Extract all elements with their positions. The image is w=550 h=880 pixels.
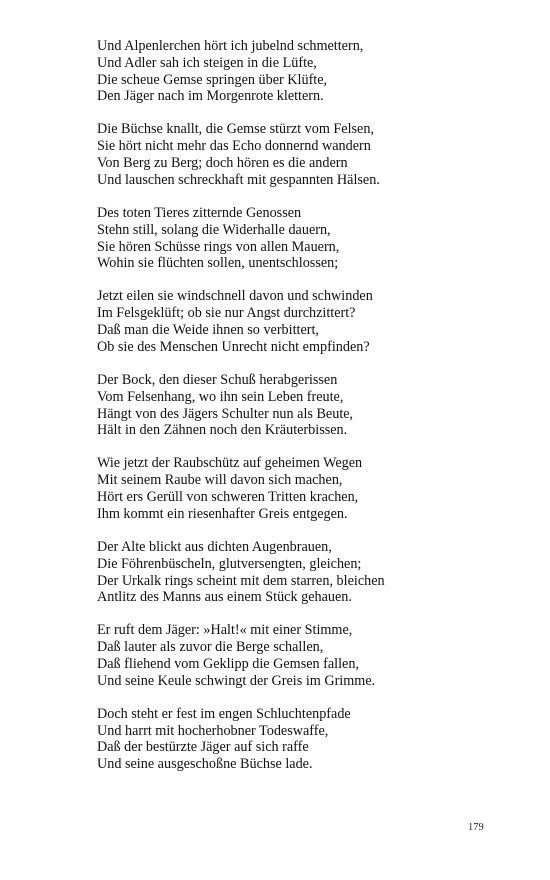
stanza-6 <box>97 455 517 522</box>
verse-line: Daß lauter als zuvor die Berge schallen, <box>97 639 324 656</box>
page-number: 179 <box>468 822 484 833</box>
poem-text <box>97 38 517 789</box>
verse-line: Und lauschen schreckhaft mit gespannten Hälsen. <box>97 171 380 188</box>
verse-line: Die Büchse knallt, die Gemse stürzt vom Felsen, <box>97 121 374 138</box>
verse-line: Er ruft dem Jäger: »Halt!« mit einer Stimme, <box>97 622 353 639</box>
verse-line: Daß fliehend vom Geklipp die Gemsen fallen, <box>97 655 359 672</box>
verse-line: Daß man die Weide ihnen so verbittert, <box>97 322 319 339</box>
verse-line: Hängt von des Jägers Schulter nun als Beute, <box>97 405 354 422</box>
verse-line: Und seine ausgeschoßne Büchse lade. <box>97 756 313 773</box>
verse-line: Die Föhrenbüscheln, glutversengten, gleichen; <box>97 555 362 572</box>
verse-line: Sie hört nicht mehr das Echo donnernd wandern <box>97 138 371 155</box>
verse-line: Antlitz des Manns aus einem Stück gehauen. <box>97 589 352 606</box>
verse-line: Und Alpenlerchen hört ich jubelnd schmettern, <box>97 38 364 54</box>
verse-line: Der Alte blickt aus dichten Augenbrauen, <box>97 538 332 555</box>
verse-line: Vom Felsenhang, wo ihn sein Leben freute, <box>97 388 344 405</box>
stanza-5 <box>97 372 517 439</box>
verse-line: Hört ers Gerüll von schweren Tritten krachen, <box>97 489 359 506</box>
verse-line: Doch steht er fest im engen Schluchtenpfade <box>97 705 351 722</box>
verse-line: Des toten Tieres zitternde Genossen <box>97 204 302 221</box>
verse-line: Wie jetzt der Raubschütz auf geheimen Wegen <box>97 455 363 472</box>
verse-line: Den Jäger nach im Morgenrote klettern. <box>97 88 324 105</box>
stanza-2 <box>97 121 517 188</box>
stanza-8 <box>97 622 517 689</box>
verse-line: Jetzt eilen sie windschnell davon und schwinden <box>97 288 373 305</box>
verse-line: Ob sie des Menschen Unrecht nicht empfinden? <box>97 338 370 355</box>
verse-line: Der Bock, den dieser Schuß herabgerissen <box>97 371 338 388</box>
stanza-7 <box>97 539 517 606</box>
verse-line: Hält in den Zähnen noch den Kräuterbissen. <box>97 422 348 439</box>
verse-line: Ihm kommt ein riesenhafter Greis entgegen. <box>97 505 348 522</box>
verse-line: Im Felsgeklüft; ob sie nur Angst durchzittert? <box>97 305 356 322</box>
verse-line: Von Berg zu Berg; doch hören es die andern <box>97 155 348 172</box>
verse-line: Und harrt mit hocherhobner Todeswaffe, <box>97 722 329 739</box>
verse-line: Der Urkalk rings scheint mit dem starren, bleichen <box>97 572 385 589</box>
verse-line: Stehn still, solang die Widerhalle dauern, <box>97 221 331 238</box>
verse-line: Sie hören Schüsse rings von allen Mauern, <box>97 238 340 255</box>
verse-line: Wohin sie flüchten sollen, unentschlossen; <box>97 255 339 272</box>
stanza-3 <box>97 205 517 272</box>
verse-line: Daß der bestürzte Jäger auf sich raffe <box>97 739 309 756</box>
stanza-1 <box>97 38 517 105</box>
stanza-9 <box>97 706 517 773</box>
stanza-4 <box>97 288 517 355</box>
verse-line: Und seine Keule schwingt der Greis im Grimme. <box>97 672 376 689</box>
verse-line: Die scheue Gemse springen über Klüfte, <box>97 71 328 88</box>
verse-line: Mit seinem Raube will davon sich machen, <box>97 472 343 489</box>
verse-line: Und Adler sah ich steigen in die Lüfte, <box>97 54 317 71</box>
